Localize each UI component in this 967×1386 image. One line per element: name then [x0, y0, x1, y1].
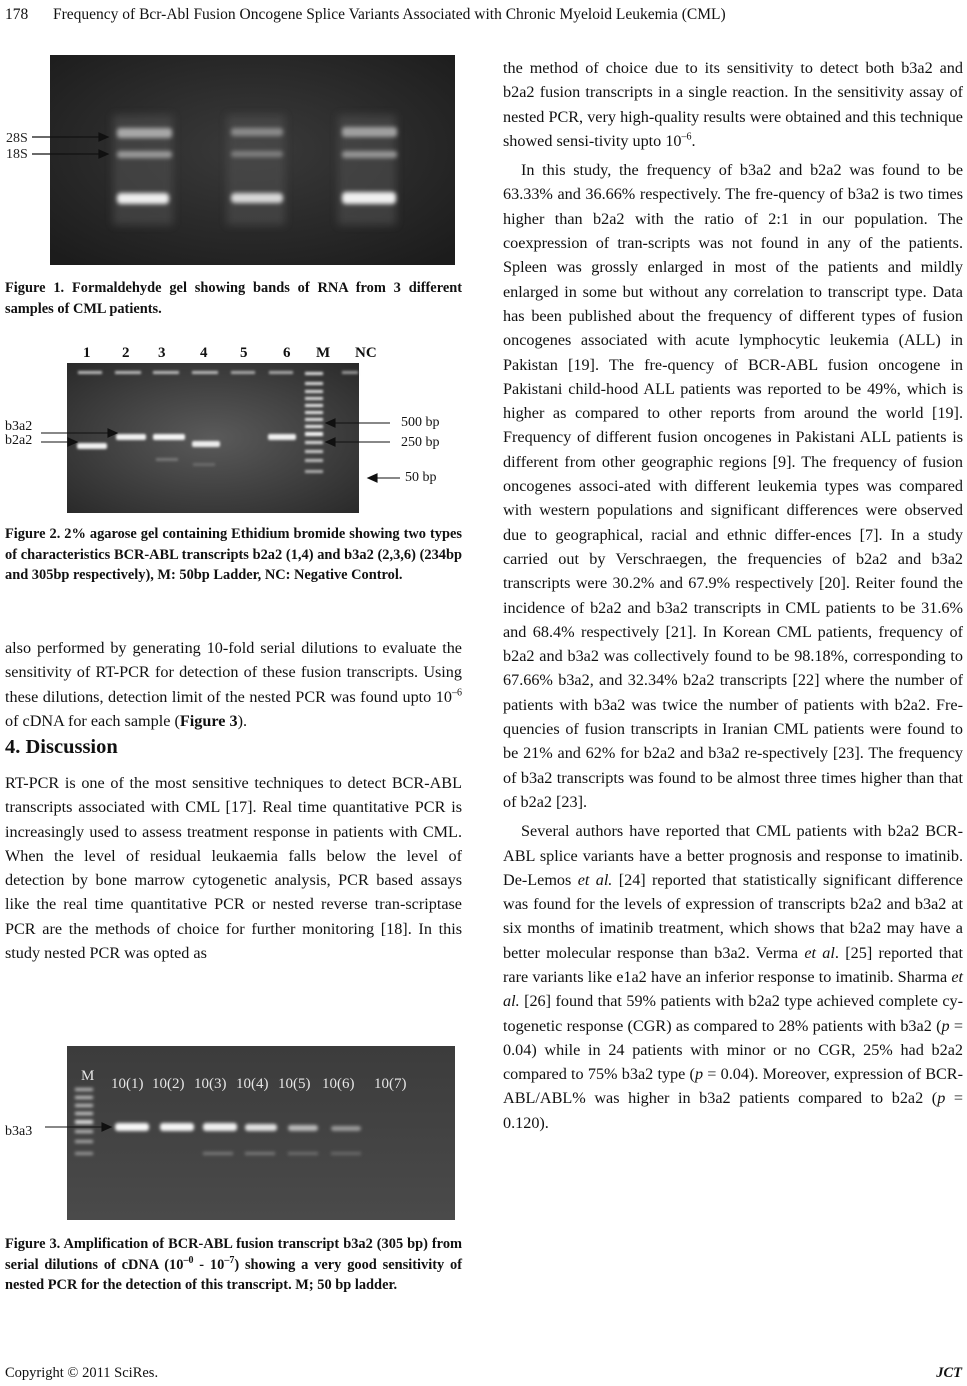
figure-3-label-b3a3: b3a3 — [5, 1124, 33, 1139]
figure-1-caption: Figure 1. Formaldehyde gel showing bands of RNA from 3 different samples of CML patients. — [5, 280, 462, 317]
figure-3-lane-7: 10(7) — [374, 1076, 407, 1092]
right-para1-end: . — [691, 131, 696, 150]
figure-3-caption-sup1: –0 — [183, 1254, 194, 1266]
left-para1-text-mid: of cDNA for each sample ( — [5, 711, 180, 730]
figure-3-lane-2: 10(2) — [152, 1076, 185, 1092]
figure-3-lane-5: 10(5) — [278, 1076, 311, 1092]
figure-2-lane-1: 1 — [83, 345, 91, 361]
figure-2-lane-4: 4 — [200, 345, 208, 361]
left-column-paragraph-2 — [5, 771, 462, 965]
right-para3-text-2: [24] reported that statistically significant difference was found for the levels of expression of transcripts b2a2 and b3a2 at six months of imatinib treatment, which shows that b2a2 may have a better molecular response than b3a2. Verma — [503, 870, 963, 962]
copyright-notice: Copyright © 2011 SciRes. — [5, 1365, 159, 1381]
right-para3-italic-3: et al. — [503, 967, 963, 1011]
right-para3-text-4: [26] found that 59% patients with b2a2 type achieved complete cy-togenetic response (CGR) as compared to 28% patients with b3a2 ( — [503, 992, 963, 1035]
page-number: 178 — [5, 6, 29, 23]
left-para1-sup: –6 — [452, 687, 462, 699]
left-para2-text: RT-PCR is one of the most sensitive techniques to detect BCR-ABL transcripts associated with CML [17]. Real time quantitative PCR is increasingly used to assess treatment response in patients with CML. When the level of residual leukaemia falls below the level of detection by bone marrow cytogenetic analysis, PCR based assays like the real time quantitative PCR or nested reverse tran-scriptase PCR are the methods of choice for further monitoring [18]. In this study nested PCR was opted as — [5, 774, 462, 963]
figure-2-lane-6: 6 — [283, 345, 291, 361]
figure-3-lane-6: 10(6) — [322, 1076, 355, 1092]
figure-3-caption-text: Figure 3. Amplification of BCR-ABL fusion transcript b3a2 (305 bp) from serial dilutions of cDNA (10 — [5, 1236, 462, 1273]
figure-3-reference: Figure 3 — [179, 711, 238, 730]
figure-2-lane-m: M — [316, 345, 331, 361]
figure-2-lane-3: 3 — [158, 345, 166, 361]
figure-3-caption — [5, 1234, 462, 1296]
figure-2-label-250bp: 250 bp — [401, 435, 440, 450]
figure-3-caption-mid: - 10 — [193, 1256, 225, 1273]
right-paragraph-3 — [503, 819, 963, 1135]
figure-3-gel-image — [5, 1044, 460, 1222]
figure-3-caption-sup2: –7 — [224, 1254, 235, 1266]
figure-3-lane-3: 10(3) — [194, 1076, 227, 1092]
figure-2-label-50bp: 50 bp — [405, 470, 437, 485]
figure-2-label-b2a2: b2a2 — [5, 433, 33, 448]
figure-2-lane-nc: NC — [355, 345, 377, 361]
right-para3-text-6: = 0.04). Moreover, expression of BCR-ABL/ABL% was higher in b3a2 patients compared to b2a2 ( — [503, 1065, 963, 1108]
right-column — [503, 56, 963, 1135]
figure-1-label-18s: 18S — [6, 147, 28, 162]
right-para3-italic-6: p — [937, 1089, 946, 1108]
figure-2-gel-image — [5, 338, 460, 518]
figure-2-lane-5: 5 — [240, 345, 248, 361]
figure-1-gel-image — [5, 55, 460, 267]
left-para1-text: also performed by generating 10-fold serial dilutions to evaluate the sensitivity of RT-PCR for detection of these fusion transcripts. Using these dilutions, detection limit of the nested PCR was found upto 10 — [5, 639, 462, 706]
figure-3-caption-end: ) showing a very good sensitivity of nested PCR for the detection of this transcript. M; 50 bp ladder. — [5, 1256, 462, 1293]
figure-2-label-500bp: 500 bp — [401, 415, 440, 430]
right-para3-italic-2: et al — [804, 943, 835, 962]
right-para3-italic-5: p — [694, 1065, 704, 1084]
journal-abbreviation: JCT — [936, 1365, 962, 1381]
figure-2-lane-2: 2 — [122, 345, 130, 361]
right-para3-italic-1: et al. — [577, 870, 613, 889]
section-heading-discussion: 4. Discussion — [5, 736, 118, 758]
right-para1-text: the method of choice due to its sensitivity to detect both b3a2 and b2a2 fusion transcripts in a single reaction. In the sensitivity assay of nested PCR, very high-quality results were obtained and this technique showed sensi-tivity upto 10 — [503, 59, 963, 150]
figure-2-caption: Figure 2. 2% agarose gel containing Ethidium bromide showing two types of characteristics BCR-ABL transcripts b2a2 (1,4) and b3a2 (2,3,6) (234bp and 305bp respectively), M: 50bp Ladder, NC: Negative Control. — [5, 526, 462, 583]
left-column-paragraph-1 — [5, 636, 462, 733]
right-paragraph-1 — [503, 56, 963, 153]
right-para3-italic-4: p — [941, 1016, 950, 1035]
right-para1-sup: –6 — [681, 131, 692, 143]
figure-1-label-28s: 28S — [6, 131, 28, 146]
figure-3-ladder-label: M — [81, 1068, 95, 1084]
running-title: Frequency of Bcr-Abl Fusion Oncogene Splice Variants Associated with Chronic Myeloid Leukemia (CML) — [53, 6, 726, 23]
figure-3-lane-1: 10(1) — [111, 1076, 144, 1092]
right-para3-text-1: Several authors have reported that CML patients with b2a2 BCR-ABL splice variants have a better prognosis and response to imatinib. De-Lemos — [503, 822, 963, 889]
right-para3-text-3: . [25] reported that rare variants like e1a2 have an inferior response to imatinib. Sharma — [503, 943, 964, 986]
figure-3-lane-4: 10(4) — [236, 1076, 269, 1092]
figure-2-label-b3a2: b3a2 — [5, 419, 33, 434]
right-para3-text-5: = 0.04) while in 24 patients with minor or no CGR, 25% had b2a2 compared to 75% b3a2 type ( — [503, 1016, 963, 1084]
right-paragraph-2: In this study, the frequency of b3a2 and b2a2 was found to be 63.33% and 36.66% respectively. The fre-quency of b3a2 is two times higher than b2a2 with the ratio of 2:1 in our population. The coexpression of tran-scripts was not found in any of the patients. Spleen was grossly enlarged in most of the patients and mildly enlarged in some but without any correlation to transcript type. Data has been published about the frequency of different types of fusion oncogenes associated with acute lymphocytic leukemia (ALL) in Pakistan [19]. The fre-quency of BCR-ABL fusion oncogene in Pakistani child-hood ALL patients was reported to be 49%, which is higher as compared to other reports from around the world [19]. Frequency of different fusion oncogenes in Pakistani ALL patients is different from other geographic regions [9]. The frequency of fusion oncogenes associ-ated with different leukemia types was compared with western populations and significant differences were observed due to geographical, racial and ethnic differ-ences [7]. In a study carried out by Verschraegen, the frequencies of b2a2 and b3a2 transcripts were 30.2% and 67.9% respectively [20]. Reiter found the incidence of b2a2 and b3a2 transcripts in CML patients to be 31.6% and 68.4% respectively [21]. In Korean CML patients, frequency of b2a2 and b3a2 was collectively found to be 98.18%, corresponding to 67.66% b3a2, and 32.34% b2a2 transcripts [22] where the number of patients with b3a2 was twice the number of patients with b2a2. Fre-quencies of fusion transcripts in Iranian CML patients were found to be 21% and 62% for b2a2 and b3a2 re-spectively [23]. The frequency of b3a2 transcripts was found to be almost three times higher than that of b2a2 [23]. — [503, 161, 963, 811]
right-para3-text-7: = 0.120). — [503, 1089, 963, 1132]
left-para1-text-end: ). — [237, 711, 247, 730]
